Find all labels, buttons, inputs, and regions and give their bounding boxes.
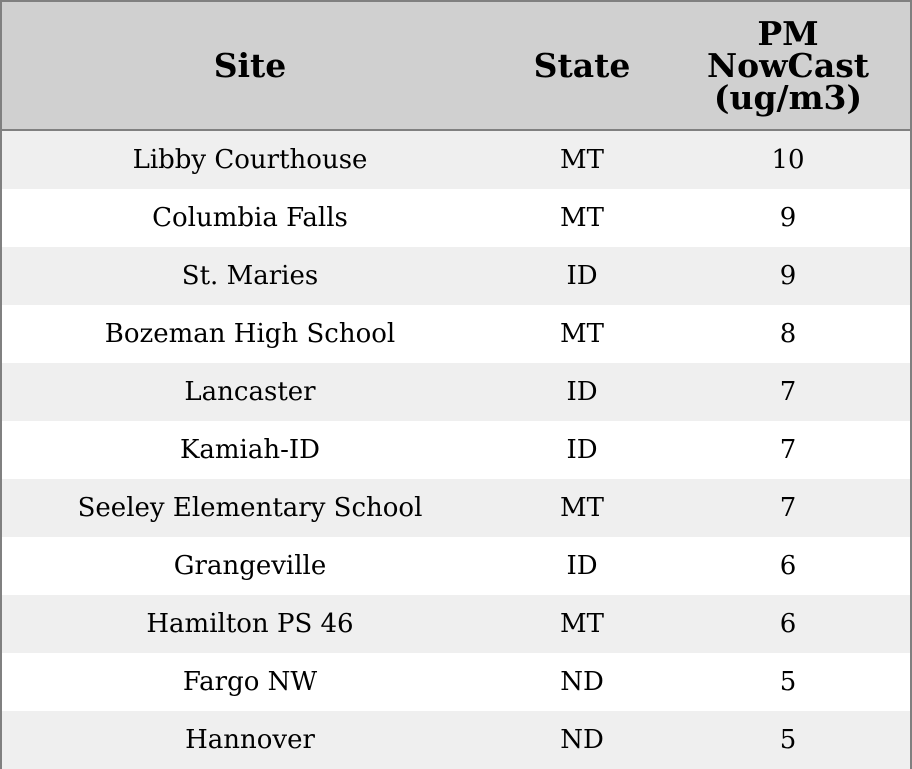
cell-site: Fargo NW [182, 667, 318, 697]
table-row [2, 247, 910, 305]
cell-site: Grangeville [173, 551, 327, 581]
column-header-pm-line-1: PM [757, 13, 819, 53]
cell-site: Libby Courthouse [132, 145, 368, 175]
cell-site: Hannover [185, 725, 315, 755]
cell-pm-nowcast: 6 [779, 609, 797, 639]
cell-pm-nowcast: 7 [779, 435, 797, 465]
cell-site: Lancaster [184, 377, 316, 407]
cell-site: Hamilton PS 46 [146, 609, 354, 639]
cell-site: Seeley Elementary School [77, 493, 423, 523]
cell-state: MT [560, 203, 604, 233]
column-header-pm-line-3: (ug/m3) [713, 77, 863, 117]
cell-state: ND [560, 725, 604, 755]
table-body [2, 131, 910, 767]
cell-state: ID [566, 551, 598, 581]
table-row [2, 305, 910, 363]
table-row [2, 479, 910, 537]
cell-state: MT [560, 145, 604, 175]
cell-pm-nowcast: 9 [779, 203, 797, 233]
table-row [2, 595, 910, 653]
table-row [2, 189, 910, 247]
table-row [2, 131, 910, 189]
column-header-pm-line-2: NowCast [706, 45, 870, 85]
cell-state: MT [560, 609, 604, 639]
cell-pm-nowcast: 10 [771, 145, 805, 175]
cell-pm-nowcast: 6 [779, 551, 797, 581]
cell-pm-nowcast: 5 [779, 725, 797, 755]
cell-pm-nowcast: 7 [779, 493, 797, 523]
cell-state: ID [566, 377, 598, 407]
cell-pm-nowcast: 7 [779, 377, 797, 407]
column-header-site: Site [213, 45, 287, 85]
column-header-pm-nowcast [666, 2, 910, 129]
table-row [2, 711, 910, 769]
cell-site: Kamiah-ID [179, 435, 321, 465]
cell-pm-nowcast: 9 [779, 261, 797, 291]
cell-state: MT [560, 493, 604, 523]
table-row [2, 537, 910, 595]
table-row [2, 421, 910, 479]
cell-state: ID [566, 435, 598, 465]
cell-state: ND [560, 667, 604, 697]
cell-state: ID [566, 261, 598, 291]
cell-pm-nowcast: 5 [779, 667, 797, 697]
table-row [2, 653, 910, 711]
cell-site: Columbia Falls [152, 203, 348, 233]
cell-site: Bozeman High School [104, 319, 396, 349]
cell-site: St. Maries [181, 261, 319, 291]
table-row [2, 363, 910, 421]
cell-state: MT [560, 319, 604, 349]
cell-pm-nowcast: 8 [779, 319, 797, 349]
table-header [2, 2, 910, 131]
column-header-state: State [533, 45, 631, 85]
